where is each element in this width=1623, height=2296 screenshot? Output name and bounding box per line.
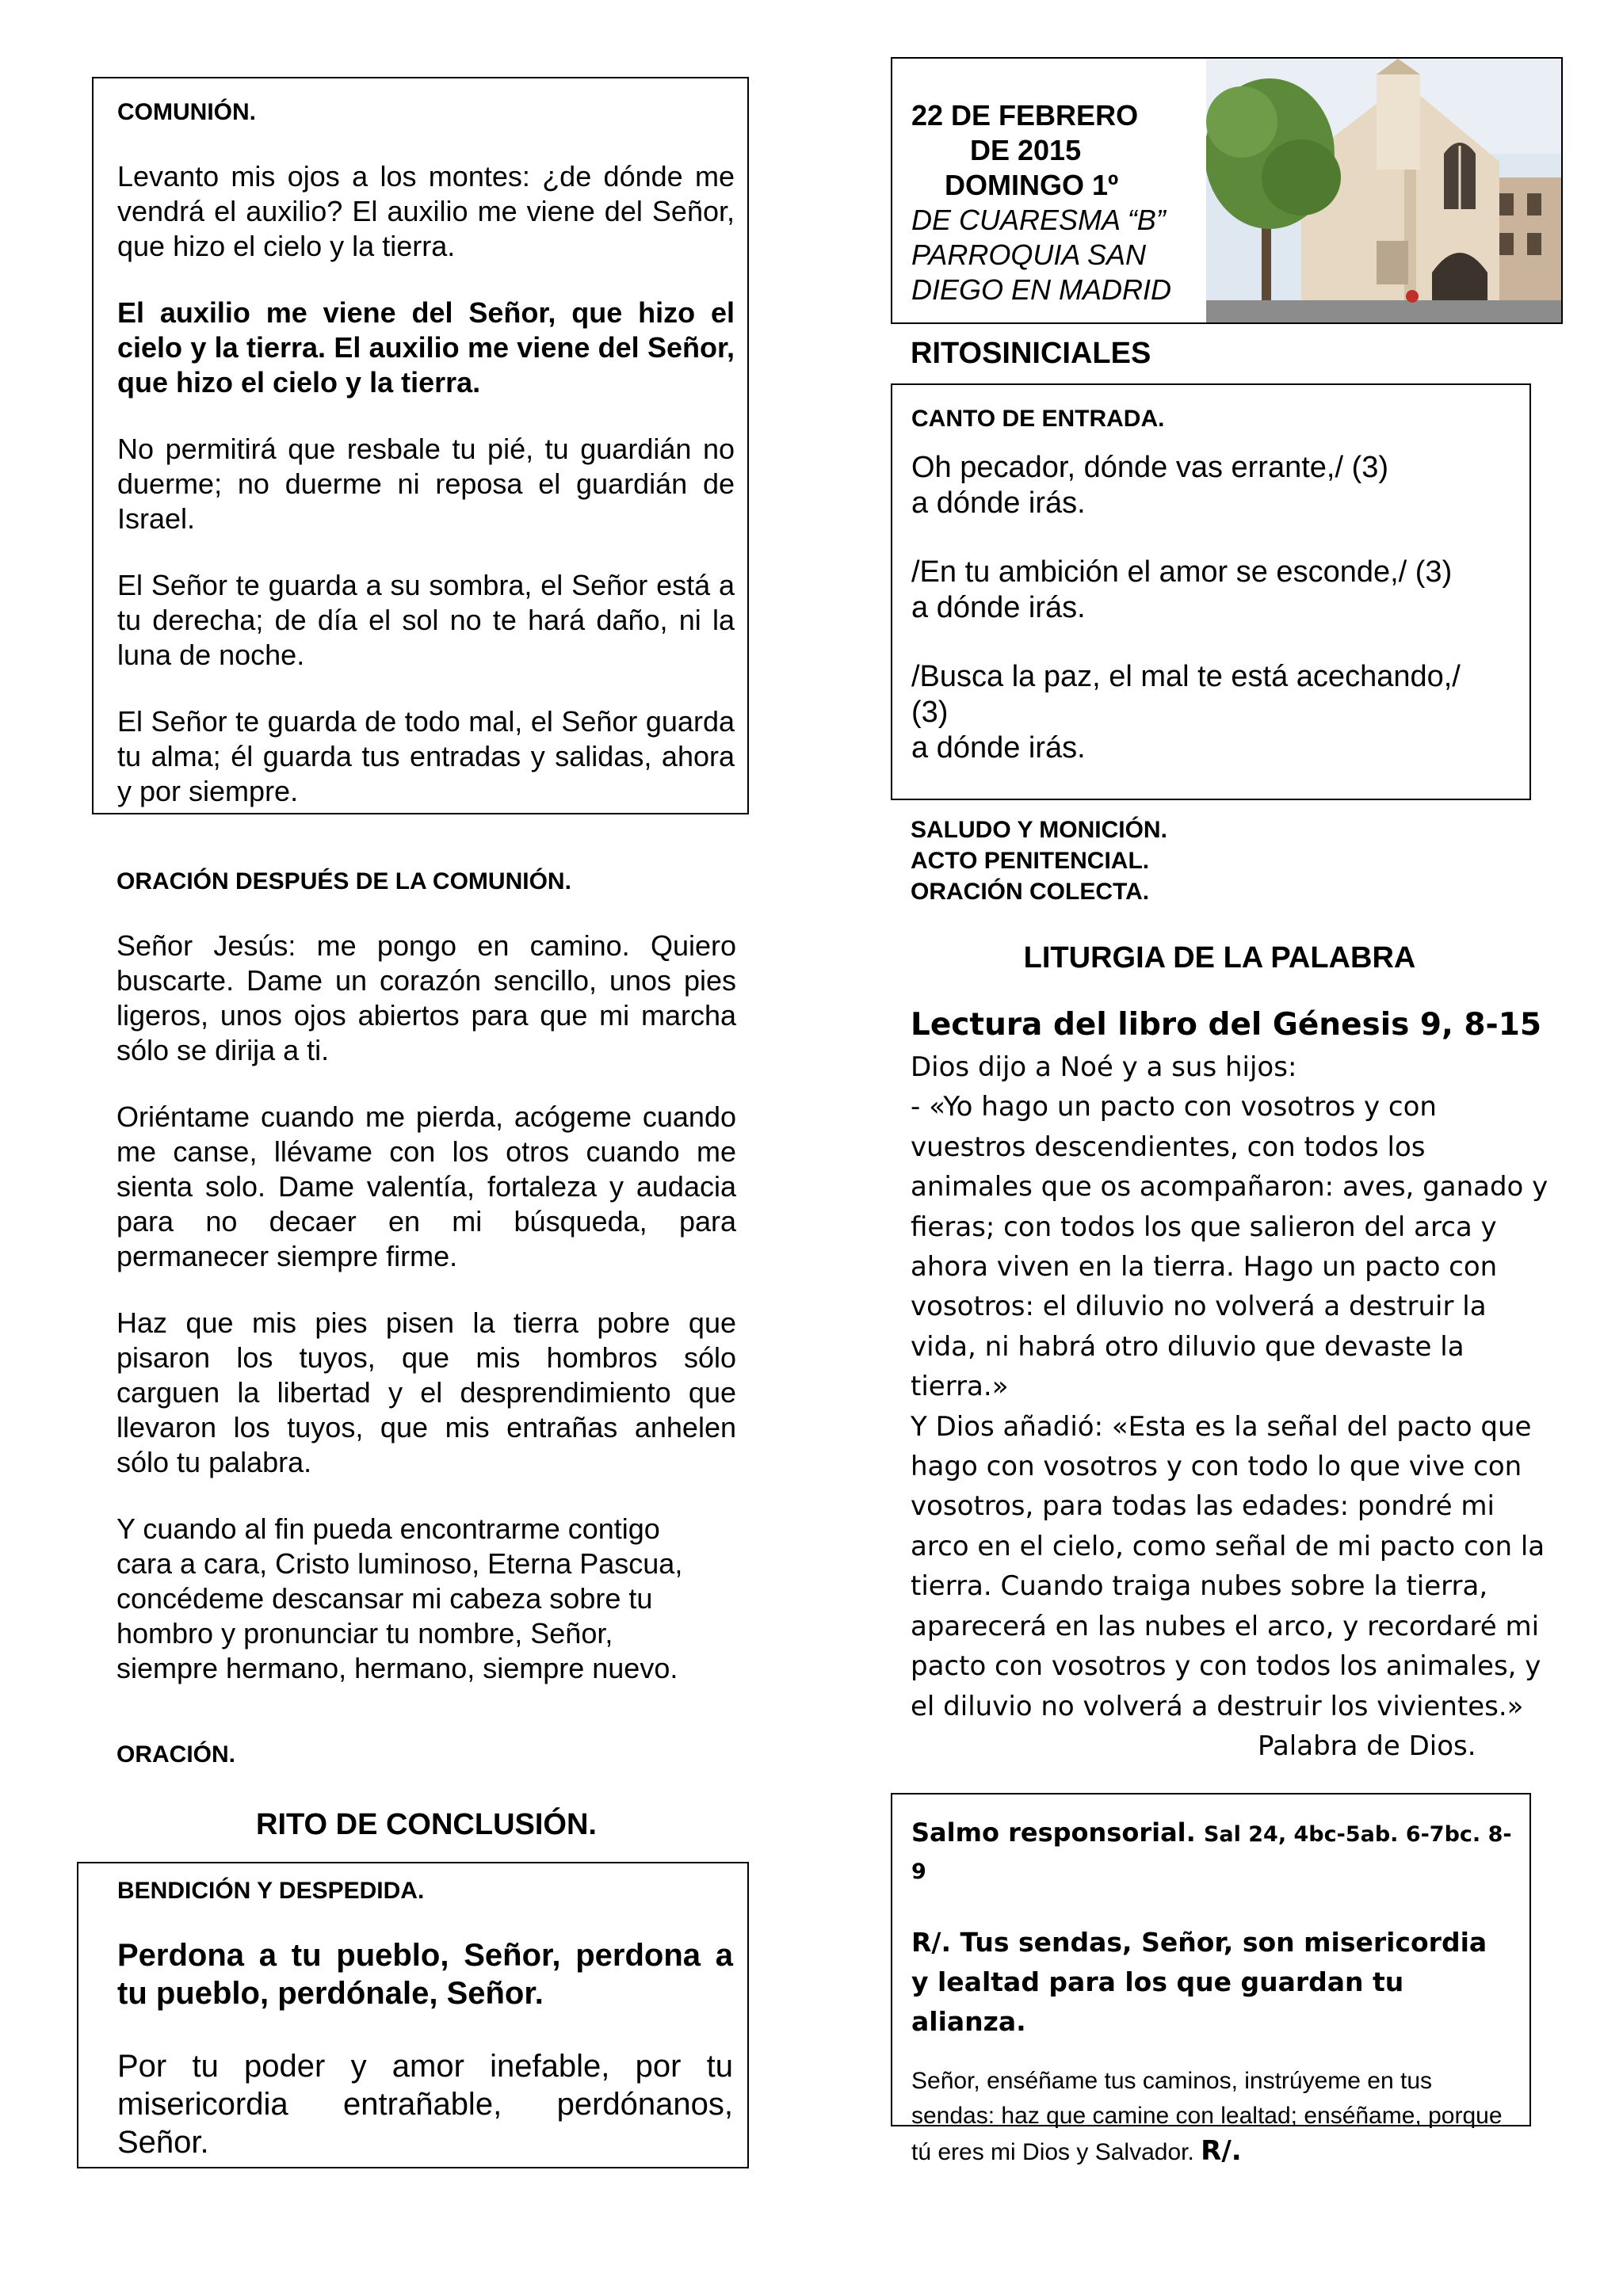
reading-line: pacto con vosotros y con todos los animales, y <box>911 1650 1541 1683</box>
rite-item: SALUDO Y MONICIÓN. <box>911 817 1167 843</box>
communion-paragraph: No permitirá que resbale tu pié, tu guardián no duerme; no duerme ni reposa el guardián de Israel. <box>117 433 735 535</box>
reading-line: tierra.» <box>911 1371 1009 1403</box>
song-verse <box>911 555 1514 626</box>
song-verse <box>911 659 1514 766</box>
poem-line: concédeme descansar mi cabeza sobre tu <box>116 1582 653 1615</box>
psalm-heading <box>911 1815 1512 1890</box>
song-line: /Busca la paz, el mal te está acechando,/ <box>911 660 1461 693</box>
conclusion-heading: BENDICIÓN Y DESPEDIDA. <box>117 1878 425 1904</box>
reading-line: fieras; con todos los que salieron del arca y <box>911 1211 1497 1243</box>
church-photo <box>1206 59 1561 322</box>
communion-paragraph: Levanto mis ojos a los montes: ¿de dónde me vendrá el auxilio? El auxilio me viene del Señor, que hizo el cielo y la tierra. <box>117 160 735 262</box>
post-communion-paragraph: Haz que mis pies pisen la tierra pobre que pisaron los tuyos, que mis hombros sólo carguen la libertad y el desprendimiento que llevaron los tuyos, que mis entrañas anhelen sólo tu palabra. <box>116 1306 736 1478</box>
psalm-response: R/. Tus sendas, Señor, son misericordia y lealtad para los que guardan tu alianza. <box>911 1927 1487 2037</box>
reading-line: el diluvio no volverá a destruir los vivientes.» <box>911 1690 1524 1722</box>
communion-paragraph: El Señor te guarda de todo mal, el Señor guarda tu alma; él guarda tus entradas y salidas, ahora y por siempre. <box>117 705 735 807</box>
rite-item: ACTO PENITENCIAL. <box>911 848 1150 874</box>
song-line: /En tu ambición el amor se esconde,/ (3) <box>911 555 1453 589</box>
oracion-label: ORACIÓN. <box>116 1741 235 1768</box>
reading-line: aparecerá en las nubes el arco, y recordaré mi <box>911 1610 1540 1642</box>
reading-line: Y Dios añadió: «Esta es la señal del pacto que <box>911 1410 1532 1443</box>
poem-line: hombro y pronunciar tu nombre, Señor, <box>116 1617 613 1650</box>
reading-line: - «Yo hago un pacto con vosotros y con <box>911 1091 1437 1123</box>
post-communion-heading: ORACIÓN DESPUÉS DE LA COMUNIÓN. <box>116 868 571 894</box>
reading-line: tierra. Cuando traiga nubes sobre la tierra, <box>911 1570 1488 1603</box>
rites-list <box>911 814 1167 907</box>
liturgy-title: LITURGIA DE LA PALABRA <box>1023 941 1416 974</box>
reading-line: vosotros: el diluvio no volverá a destruir la <box>911 1291 1487 1323</box>
conclusion-bold-text: Perdona a tu pueblo, Señor, perdona a tu pueblo, perdónale, Señor. <box>117 1938 733 2011</box>
reading-line: vida, ni habrá otro diluvio que devaste la <box>911 1330 1465 1363</box>
communion-heading: COMUNIÓN. <box>117 99 256 125</box>
header-subtitle-line: DE CUARESMA “B” <box>911 204 1166 236</box>
header-text <box>911 98 1212 307</box>
header-subtitle-line: PARROQUIA SAN <box>911 238 1147 271</box>
communion-paragraph: El Señor te guarda a su sombra, el Señor está a tu derecha; de día el sol no te hará daño, ni la luna de noche. <box>117 569 735 671</box>
reading-line: arco en el cielo, como señal de mi pacto con la <box>911 1530 1545 1562</box>
psalm-verse-text: Señor, enséñame tus caminos, instrúyeme en tus sendas: haz que camine con lealtad; enséñame, porque tú eres mi Dios y Salvador. <box>911 2068 1503 2165</box>
header-date-line: 22 DE FEBRERO <box>911 99 1139 132</box>
initial-rites-title: RITOSINICIALES <box>911 337 1151 370</box>
song-line: a dónde irás. <box>911 486 1086 520</box>
reading-line: ahora viven en la tierra. Hago un pacto con <box>911 1251 1498 1283</box>
poem-line: Y cuando al fin pueda encontrarme contigo <box>116 1512 660 1545</box>
conclusion-box <box>77 1862 749 2168</box>
song-verse <box>911 450 1514 521</box>
reading-line: Dios dijo a Noé y a sus hijos: <box>911 1051 1297 1083</box>
reading-title: Lectura del libro del Génesis 9, 8-15 <box>911 1007 1542 1043</box>
reading-line: vosotros, para todas las edades: pondré mi <box>911 1490 1495 1523</box>
header-box <box>891 57 1563 324</box>
communion-box <box>92 77 749 814</box>
reading-section <box>911 1003 1549 1766</box>
header-date-line: DE 2015 <box>970 134 1082 166</box>
psalm-box <box>891 1793 1531 2167</box>
post-communion-paragraph: Señor Jesús: me pongo en camino. Quiero buscarte. Dame un corazón sencillo, unos pies ligeros, unos ojos abiertos para que mi marcha sólo se dirija a ti. <box>116 929 736 1066</box>
psalm-reference: Sal 24, 4bc-5ab. 6-7bc. 8-9 <box>911 1822 1512 1884</box>
song-line: (3) <box>911 696 949 729</box>
header-sunday: DOMINGO 1º <box>945 169 1119 201</box>
psalm-verse <box>911 2064 1512 2170</box>
reading-text <box>911 1047 1549 1766</box>
communion-refrain: El auxilio me viene del Señor, que hizo el cielo y la tierra. El auxilio me viene del Señor, que hizo el cielo y la tierra. <box>117 296 735 399</box>
psalm-title: Salmo responsorial. <box>911 1817 1196 1848</box>
conclusion-text: Por tu poder y amor inefable, por tu misericordia entrañable, perdónanos, Señor. <box>117 2049 733 2160</box>
poem-line: siempre hermano, hermano, siempre nuevo. <box>116 1652 678 1684</box>
conclusion-title: RITO DE CONCLUSIÓN. <box>256 1808 597 1841</box>
post-communion-poem <box>116 1512 736 1686</box>
song-line: a dónde irás. <box>911 591 1086 624</box>
song-line: a dónde irás. <box>911 731 1086 765</box>
reading-line: vuestros descendientes, con todos los <box>911 1131 1426 1163</box>
entrance-heading: CANTO DE ENTRADA. <box>911 406 1165 432</box>
header-subtitle-line: DIEGO EN MADRID <box>911 273 1172 306</box>
rite-item: ORACIÓN COLECTA. <box>911 879 1150 905</box>
poem-line: cara a cara, Cristo luminoso, Eterna Pascua, <box>116 1547 683 1580</box>
post-communion-section <box>116 868 736 1686</box>
post-communion-paragraph: Oriéntame cuando me pierda, acógeme cuando me canse, llévame con los otros cuando me sienta solo. Dame valentía, fortaleza y audacia para no decaer en mi búsqueda, para permanecer siempre firme. <box>116 1100 736 1272</box>
song-line: Oh pecador, dónde vas errante,/ (3) <box>911 451 1389 484</box>
reading-closing: Palabra de Dios. <box>1258 1730 1476 1762</box>
reading-line: animales que os acompañaron: aves, ganado y <box>911 1171 1549 1203</box>
reading-line: hago con vosotros y con todo lo que vive con <box>911 1451 1522 1483</box>
psalm-verse-response: R/. <box>1201 2135 1242 2167</box>
entrance-song-box <box>891 383 1531 800</box>
